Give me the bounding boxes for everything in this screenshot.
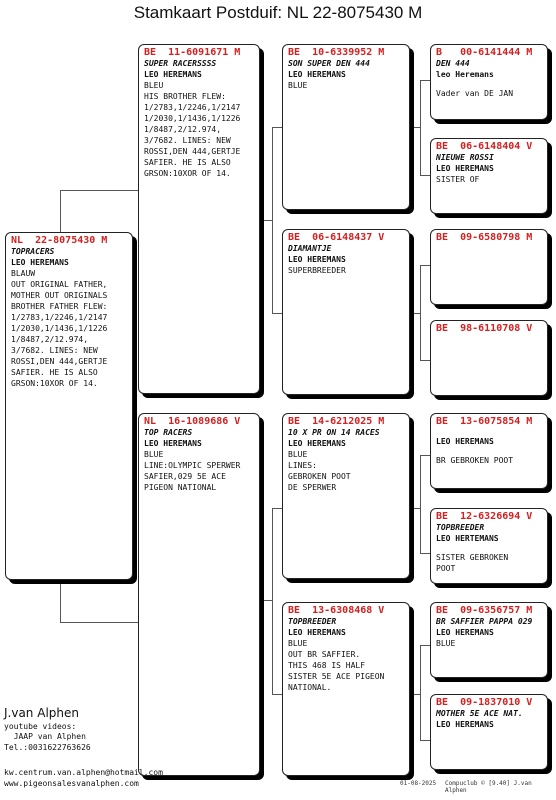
owner-name: LEO HEREMANS [436,437,494,446]
note-line: ROSSI,DEN 444,GERTJE [11,357,108,366]
connector [60,622,140,623]
sss-card[interactable] [430,44,548,120]
note-line: SAFIER. HE IS ALSO [144,158,231,167]
connector [410,313,420,314]
sire-sire-card[interactable] [282,44,410,210]
ssd-card[interactable] [430,138,548,214]
footer-email[interactable]: kw.centrum.van.alphen@hotmail.com [4,768,163,777]
note-line: BROTHER FATHER FLEW: [11,302,108,311]
note-line: POOT [436,564,456,573]
pigeon-name: TOPBREEDER [288,617,337,626]
note-line: 1/2783,1/2246,1/2147 [11,313,108,322]
note-line: SAFIER,029 5E ACE [144,472,226,481]
note-line: 1/2030,1/1436,1/1226 [144,114,241,123]
pigeon-name: BR SAFFIER PAPPA 029 [436,617,533,626]
connector [420,455,421,553]
software-credit: Compuclub © [9.40] J.van Alphen [445,780,532,794]
note-line: GEBROKEN POOT [288,472,351,481]
ring-number: BE 10-6339952 M [288,47,385,58]
pigeon-name: NIEUWE ROSSI [436,153,494,162]
ring-number: BE 06-6148404 V [436,141,533,152]
ring-number: BE 06-6148437 V [288,232,385,243]
owner-name: LEO HEREMANS [288,439,346,448]
note-line: LINE:OLYMPIC SPERWER [144,461,241,470]
owner-name: LEO HEREMANS [288,70,346,79]
owner-name: LEO HEREMANS [436,720,494,729]
connector [410,694,420,695]
note-line: BLUE [436,639,456,648]
owner-name: leo Heremans [436,70,494,79]
pigeon-name: SUPER RACERSSSS [144,59,217,68]
ring-number: BE 09-6356757 M [436,605,533,616]
owner-name: LEO HEREMANS [144,70,202,79]
ring-number: NL 16-1089686 V [144,416,241,427]
note-line: OUT BR SAFFIER. [288,650,361,659]
dam-dam-card[interactable] [282,602,410,776]
ring-number: BE 13-6075854 M [436,416,533,427]
connector [420,80,421,175]
connector [260,220,272,221]
ring-number: BE 13-6308468 V [288,605,385,616]
pigeon-name: TOP RACERS [144,428,193,437]
ring-number: BE 14-6212025 M [288,416,385,427]
dss-card[interactable] [430,413,548,489]
owner-name: LEO HEREMANS [144,439,202,448]
owner-name: LEO HEREMANS [11,258,69,267]
ddd-card[interactable] [430,694,548,770]
owner-name: LEO HEREMANS [288,628,346,637]
note-line: 1/8487,2/12.974, [11,335,89,344]
breeder-name: J.van Alphen [4,706,79,720]
note-line: 3/7682. LINES: NEW [144,136,231,145]
owner-name: LEO HEREMANS [288,255,346,264]
note-line: 1/2030,1/1436,1/1226 [11,324,108,333]
owner-name: LEO HERTEMANS [436,534,499,543]
note-line: GRSON:10XOR OF 14. [144,169,231,178]
note-line: LINES: [288,461,317,470]
dds-card[interactable] [430,602,548,678]
connector [410,508,420,509]
dsd-card[interactable] [430,508,548,584]
sdd-card[interactable] [430,320,548,396]
ring-number: BE 12-6326694 V [436,511,533,522]
note-line: 3/7682. LINES: NEW [11,346,98,355]
connector [260,600,272,601]
note-line: OUT ORIGINAL FATHER, [11,280,108,289]
page-title: Stamkaart Postduif: NL 22-8075430 M [133,3,423,22]
note-line: SISTER 5E ACE PIGEON [288,672,385,681]
footer-youtube-channel: JAAP van Alphen [4,732,86,741]
connector [60,190,140,191]
note-line: GRSON:10XOR OF 14. [11,379,98,388]
note-line: MOTHER OUT ORIGINALS [11,291,108,300]
note-line: SISTER OF [436,175,480,184]
footer-website[interactable]: www.pigeonsalesvanalphen.com [4,779,139,788]
note-line: PIGEON NATIONAL [144,483,217,492]
note-line: HIS BROTHER FLEW: [144,92,226,101]
note-line: BLUE [288,639,308,648]
ring-number: BE 09-6580798 M [436,232,533,243]
pigeon-name: DEN 444 [436,59,470,68]
owner-name: LEO HEREMANS [436,164,494,173]
sire-dam-card[interactable] [282,229,410,395]
connector [60,190,61,232]
sire-card[interactable] [138,44,260,394]
note-line: BLUE [144,450,164,459]
connector [272,127,273,313]
connector [60,580,61,622]
connector [272,508,273,694]
note-line: SISTER GEBROKEN [436,553,509,562]
note-line: 1/2783,1/2246,1/2147 [144,103,241,112]
note-line: BLUE [288,81,308,90]
note-line: ROSSI,DEN 444,GERTJE [144,147,241,156]
note-line: BR GEBROKEN POOT [436,456,514,465]
note-line: SUPERBREEDER [288,266,346,275]
connector [420,645,421,740]
ring-number: BE 11-6091671 M [144,47,241,58]
note-line: BLAUW [11,269,36,278]
subject-card[interactable] [5,232,133,580]
ring-number: NL 22-8075430 M [11,235,108,246]
owner-name: LEO HEREMANS [436,628,494,637]
note-line: BLEU [144,81,164,90]
note-line: Vader van DE JAN [436,89,514,98]
footer-phone: Tel.:0031622763626 [4,743,91,752]
ring-number: BE 98-6110708 V [436,323,533,334]
note-line: DE SPERWER [288,483,337,492]
print-date: 01-08-2025 [400,780,437,787]
pigeon-name: DIAMANTJE [288,244,332,253]
dam-sire-card[interactable] [282,413,410,579]
note-line: NATIONAL. [288,683,332,692]
pigeon-name: SON SUPER DEN 444 [288,59,370,68]
pigeon-name: MOTHER 5E ACE NAT. [436,709,523,718]
connector [410,127,420,128]
pigeon-name: TOPRACERS [11,247,55,256]
note-line: SAFIER. HE IS ALSO [11,368,98,377]
pigeon-name: TOPBREEDER [436,523,485,532]
sds-card[interactable] [430,229,548,305]
dam-card[interactable] [138,413,260,776]
pigeon-name: 10 X PR ON 14 RACES [288,428,380,437]
ring-number: B 00-6141444 M [436,47,533,58]
connector [420,265,421,360]
note-line: THIS 468 IS HALF [288,661,366,670]
footer-youtube: youtube videos: [4,722,77,731]
ring-number: BE 09-1837010 V [436,697,533,708]
note-line: BLUE [288,450,308,459]
note-line: 1/8487,2/12.974, [144,125,222,134]
